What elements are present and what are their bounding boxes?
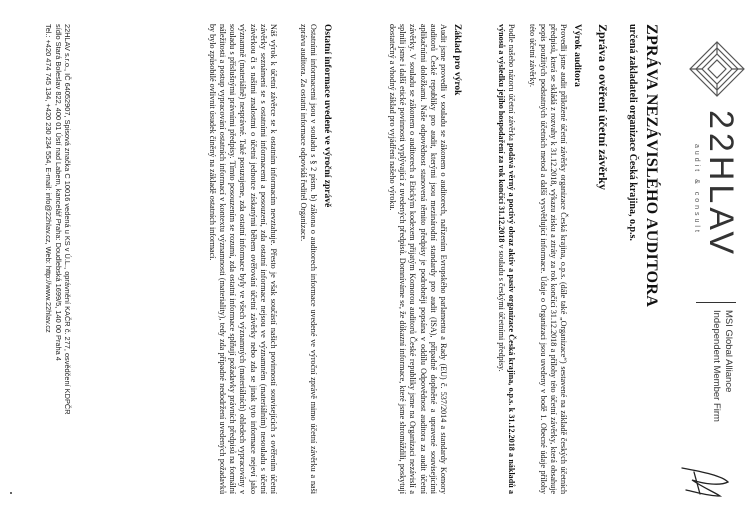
footer-line-1: 22HLAV s.r.o., IČ 64052907, Spisová značka C 10016 vedená u KS v Ú.L., oprávnění KAČR č. 277, osvědčení KDPČR [63, 24, 72, 415]
other-info-heading: Ostatní informace uvedené ve výroční zprávě [322, 24, 332, 208]
alliance-text [710, 310, 734, 422]
alliance-line-2: Independent Member Firm [711, 310, 722, 422]
other-info-paragraph-2: Náš výrok k účetní závěrce se k ostatním informacím nevztahuje. Přesto je však součástí našich povinností souvisejících s ověřením účetní závěrky seznámení se s ostatními informacemi a posouzení, zda ostatní informace nejsou ve významném (materiálním) nesouladu s účetní závěrkou či s našimi znalostmi o účetní jednotce získanými během ověřování účetní závěrky nebo zda se jinak tyto informace nejeví jako významně (materiálně) nesprávné. Také posuzujeme, zda ostatní informace byly ve všech významných (materiálních) ohledech vypracovány v souladu s příslušnými právními předpisy. Tímto posouzením se rozumí, zda ostatní informace splňují požadavky právních předpisů na formální náležitosti a postup vypracování ostatních informací v kontextu významnosti (materiality), tedy zda případné nedodržení uvedených požadavků by bylo způsobilé ovlivnit úsudek činěný na základě ostatních informací. [207, 24, 278, 494]
opinion-paragraph: Provedli jsme audit přiložené účetní závěrky organizace Česká krajina, o.p.s. (dále také „Organizace“) sestavené na základě českých účetních předpisů, která se skládá z rozvahy k 31.12.2018, výkazu zisku a ztráty za rok končící 31.12.2018 a přílohy této účetní závěrky, která obsahuje popis použitých podstatných účetních metod a další vysvětlující informace. Údaje o Organizaci jsou uvedeny v bodě 1. Obecné údaje přílohy této účetní závěrky. [528, 24, 568, 494]
letterhead-divider [696, 302, 736, 303]
opinion-statement-bold: podává věrný a poctivý obraz aktiv a pasiv organizace Česká krajina, o.p.s. k 31.12.2018 a nákladů a výnosů a výsledku jejího hospodaření za rok končící 31.12.2018 [496, 24, 516, 494]
basis-paragraph: Audit jsme provedli v souladu se zákonem o auditorech, nařízením Evropského parlamentu a Rady (EU) č. 537/2014 a standardy Komory auditorů České republiky pro audit, kterými jsou mezinárodní standardy pro audit (ISA), případně doplněné a upravené souvisejícími aplikačními doložkami. Naše odpovědnost stanovená těmito předpisy je podrobněji popsána v oddílu Odpovědnost auditora za audit účetní závěrky. V souladu se zákonem o auditorech a Etickým kodexem přijatým Komorou auditorů České republiky jsme na Organizaci nezávislí a splnili jsme i další etické povinnosti vyplývající z uvedených předpisů. Domníváme se, že důkazní informace, které jsme shromáždili, poskytují dostatečný a vhodný základ pro vyjádření našeho výroku. [387, 24, 448, 494]
opinion-statement [496, 24, 516, 494]
brand-name: 22HLAV [702, 110, 740, 259]
page-mark [10, 492, 12, 494]
brand-subtitle: audit & consult [693, 144, 700, 235]
section-heading: Zpráva o ověření účetní závěrky [596, 24, 610, 190]
maze-diamond-logo-icon [688, 40, 746, 98]
other-info-paragraph-1: Ostatními informacemi jsou v souladu s § 2 písm. b) zákona o auditorech informace uvedené ve výroční zprávě mimo účetní závěrku a naši zprávu auditora. Za ostatní informace odpovídá ředitel Organizace. [298, 24, 318, 494]
basis-heading: Základ pro výrok [452, 24, 462, 96]
handwritten-signature [674, 462, 734, 502]
addressee-line: určená zakladateli organizace Česká krajina, o.p.s. [627, 24, 638, 241]
alliance-line-1: MSI Global Alliance [723, 310, 734, 393]
opinion-statement-pre: Podle našeho názoru účetní závěrka [507, 24, 516, 144]
opinion-statement-post: v souladu s českými účetními předpisy. [496, 242, 506, 372]
page-footer [44, 24, 72, 494]
document-title: ZPRÁVA NEZÁVISLÉHO AUDITORA [643, 24, 660, 308]
footer-line-2: sídlo Stará Boleslav 822, 400 01 Ústí nad Labem, kancelář Praha: Doudlebská 1699/5, 140 00 Praha 4 [53, 24, 63, 361]
footer-line-3: Tel.: +420 474 745 134, +420 230 234 554, E-mail: info@22hlav.cz, Web: http://www.22hlav.cz [44, 24, 54, 333]
letterhead [686, 40, 746, 460]
opinion-heading: Výrok auditora [572, 24, 582, 87]
